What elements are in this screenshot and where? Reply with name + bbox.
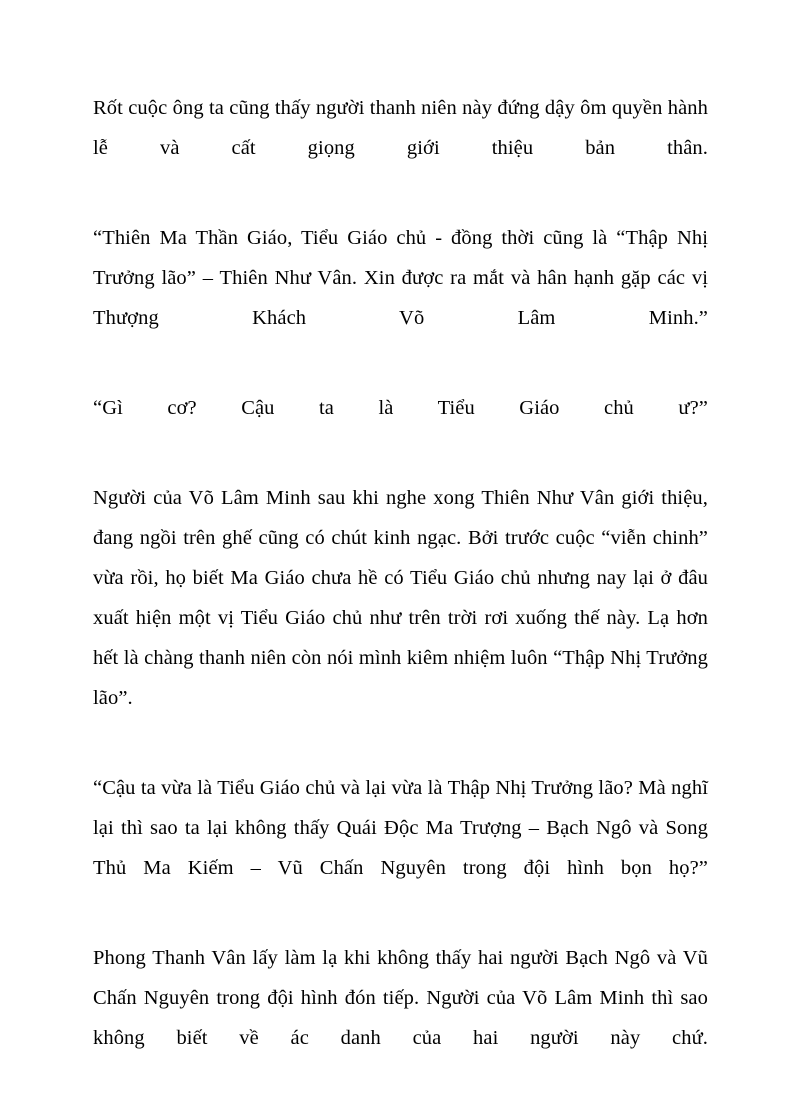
paragraph: “Cậu ta vừa là Tiểu Giáo chủ và lại vừa là Thập Nhị Trưởng lão? Mà nghĩ lại thì sao ta lại không thấy Quái Độc Ma Trượng – Bạch Ngô và Song Thủ Ma Kiếm – Vũ Chấn Nguyên trong đội hình bọn họ?”: [93, 777, 708, 879]
paragraph: Phong Thanh Vân lấy làm lạ khi không thấy hai người Bạch Ngô và Vũ Chấn Nguyên trong đội hình đón tiếp. Người của Võ Lâm Minh thì sao không biết về ác danh của hai người này chứ.: [93, 947, 708, 1049]
text-column: [93, 88, 708, 1098]
paragraph: “Gì cơ? Cậu ta là Tiểu Giáo chủ ư?”: [93, 397, 708, 419]
paragraph: Người của Võ Lâm Minh sau khi nghe xong Thiên Như Vân giới thiệu, đang ngồi trên ghế cũng có chút kinh ngạc. Bởi trước cuộc “viễn chinh” vừa rồi, họ biết Ma Giáo chưa hề có Tiểu Giáo chủ nhưng nay lại ở đâu xuất hiện một vị Tiểu Giáo chủ như trên trời rơi xuống thế này. Lạ hơn hết là chàng thanh niên còn nói mình kiêm nhiệm luôn “Thập Nhị Trưởng lão”.: [93, 487, 708, 709]
paragraph: “Thiên Ma Thần Giáo, Tiểu Giáo chủ - đồng thời cũng là “Thập Nhị Trưởng lão” – Thiên Như Vân. Xin được ra mắt và hân hạnh gặp các vị Thượng Khách Võ Lâm Minh.”: [93, 227, 708, 329]
paragraph: Rốt cuộc ông ta cũng thấy người thanh niên này đứng dậy ôm quyền hành lễ và cất giọng giới thiệu bản thân.: [93, 97, 708, 159]
